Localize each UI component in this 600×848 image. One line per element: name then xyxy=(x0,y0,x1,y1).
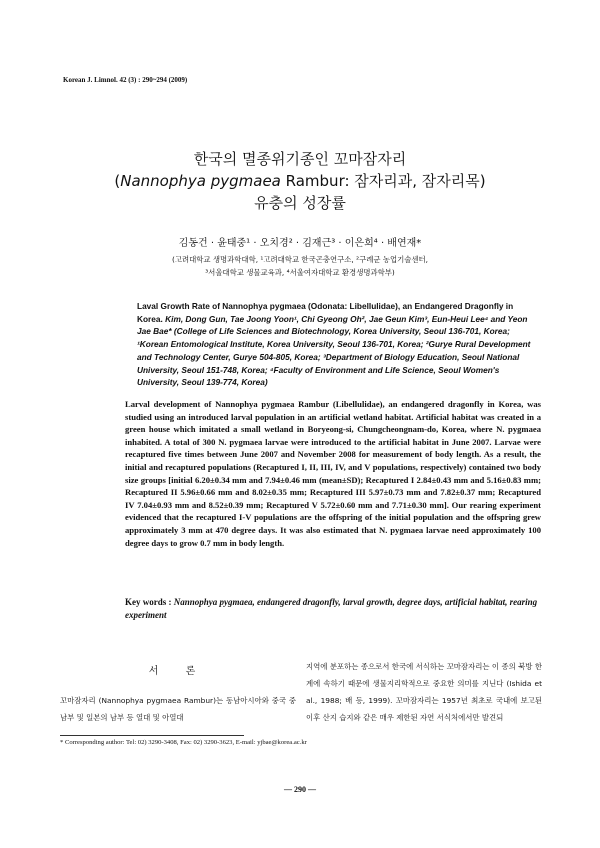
title-line-2: (Nannophya pygmaea Rambur: 잠자리과, 잠자리목) xyxy=(114,172,486,190)
affiliation-line: ³서울대학교 생물교육과, ⁴서울여자대학교 환경생명과학부) xyxy=(205,268,395,277)
korean-affiliations xyxy=(0,253,600,279)
english-authors-affiliations: Kim, Dong Gun, Tae Joong Yoon¹, Chi Gyeong Oh², Jae Geun Kim³, Eun-Heui Lee⁴ and Yeon Jae Bae* (College of Life Sciences and Biotechnology, Korea University, Seoul 136-701, Korea; ¹Korean Entomological Institute, Korea University, Seoul 136-701, Korea; ²Gurye Rural Development and Technology Center, Gurye 504-805, Korea; ³Department of Biology Education, Seoul National University, Seoul 151-748, Korea; ⁴Faculty of Environment and Life Science, Seoul Women's University, Seoul 139-774, Korea) xyxy=(137,313,531,388)
abstract: Larval development of Nannophya pygmaea Rambur (Libellulidae), an endangered dragonfly in Korea, was studied using an introduced larval population in an artificial wetland habitat. Artificial habitat was created in a green house which imitated a small wetland in Boryeong-si, Chungcheongnam-do, Korea, where N. pygmaea inhabited. A total of 300 N. pygmaea larvae were introduced to the artificial habitat in June 2007. Larvae were recaptured five times between June 2007 and November 2008 for measurement of body length. As a result, the initial and recaptured populations (Recaptured I, II, III, IV, and V populations, respectively) contained two body size groups [initial 6.20±0.34 mm and 7.94±0.46 mm (mean±SD); Recaptured I 2.84±0.43 mm and 5.16±0.83 mm; Recaptured II 5.96±0.66 mm and 8.02±0.35 mm; Recaptured III 5.97±0.73 mm and 7.82±0.37 mm; Recaptured IV 7.04±0.93 mm and 8.52±0.39 mm; Recaptured V 5.72±0.60 mm and 7.71±0.30 mm]. Our rearing experiment evidenced that the recaptured I-V populations are the offspring of the initial population and the offspring grew approximately 3 mm at 470 degree days. It was also estimated that N. pygmaea larvae need approximately 100 degree days to grow 0.7 mm in body length. xyxy=(125,399,541,548)
footnote: * Corresponding author: Tel: 02) 3290-3408, Fax: 02) 3290-3623, E-mail: yjbae@korea.ac.kr xyxy=(60,739,307,746)
footnote-rule xyxy=(60,735,244,736)
english-title: Laval Growth Rate of Nannophya pygmaea (Odonata: Libellulidae), an Endangered Dragonfly in Korea. xyxy=(137,301,514,324)
korean-title xyxy=(0,148,600,214)
korean-authors: 김동건 · 윤태중¹ · 오치경² · 김재근³ · 이은희⁴ · 배연재* xyxy=(178,238,422,249)
english-header xyxy=(137,300,541,389)
section-title: 서 론 xyxy=(148,666,208,677)
keywords-label: Key words : xyxy=(125,597,172,607)
species-name: Nannophya pygmaea xyxy=(120,172,281,190)
affiliation-line: (고려대학교 생명과학대학, ¹고려대학교 한국곤충연구소, ²구례군 농업기술센터, xyxy=(171,255,429,264)
body-text-right: 지역에 분포하는 종으로서 한국에 서식하는 꼬마잠자리는 이 종의 북방 한계에 속하기 때문에 생물지리학적으로 중요한 의미를 지닌다 (Ishida et al., 1988; 배 등, 1999). 꼬마잠자리는 1957년 최초로 국내에 보고된 이후 산지 습지와 같은 매우 제한된 자연 서식처에서만 발견되 xyxy=(306,662,542,722)
title-line-1: 한국의 멸종위기종인 꼬마잠자리 xyxy=(193,150,407,168)
body-text-left: 꼬마잠자리 (Nannophya pygmaea Rambur)는 동남아시아와 중국 중남부 및 일본의 남부 등 열대 및 아열대 xyxy=(60,696,296,722)
keywords xyxy=(125,596,545,622)
journal-citation: Korean J. Limnol. 42 (3) : 290~294 (2009) xyxy=(63,76,188,84)
page-number: — 290 — xyxy=(284,785,316,794)
title-line-3: 유충의 성장률 xyxy=(254,194,346,212)
keywords-text: Nannophya pygmaea, endangered dragonfly, larval growth, degree days, artificial habitat, rearing experiment xyxy=(125,597,538,620)
